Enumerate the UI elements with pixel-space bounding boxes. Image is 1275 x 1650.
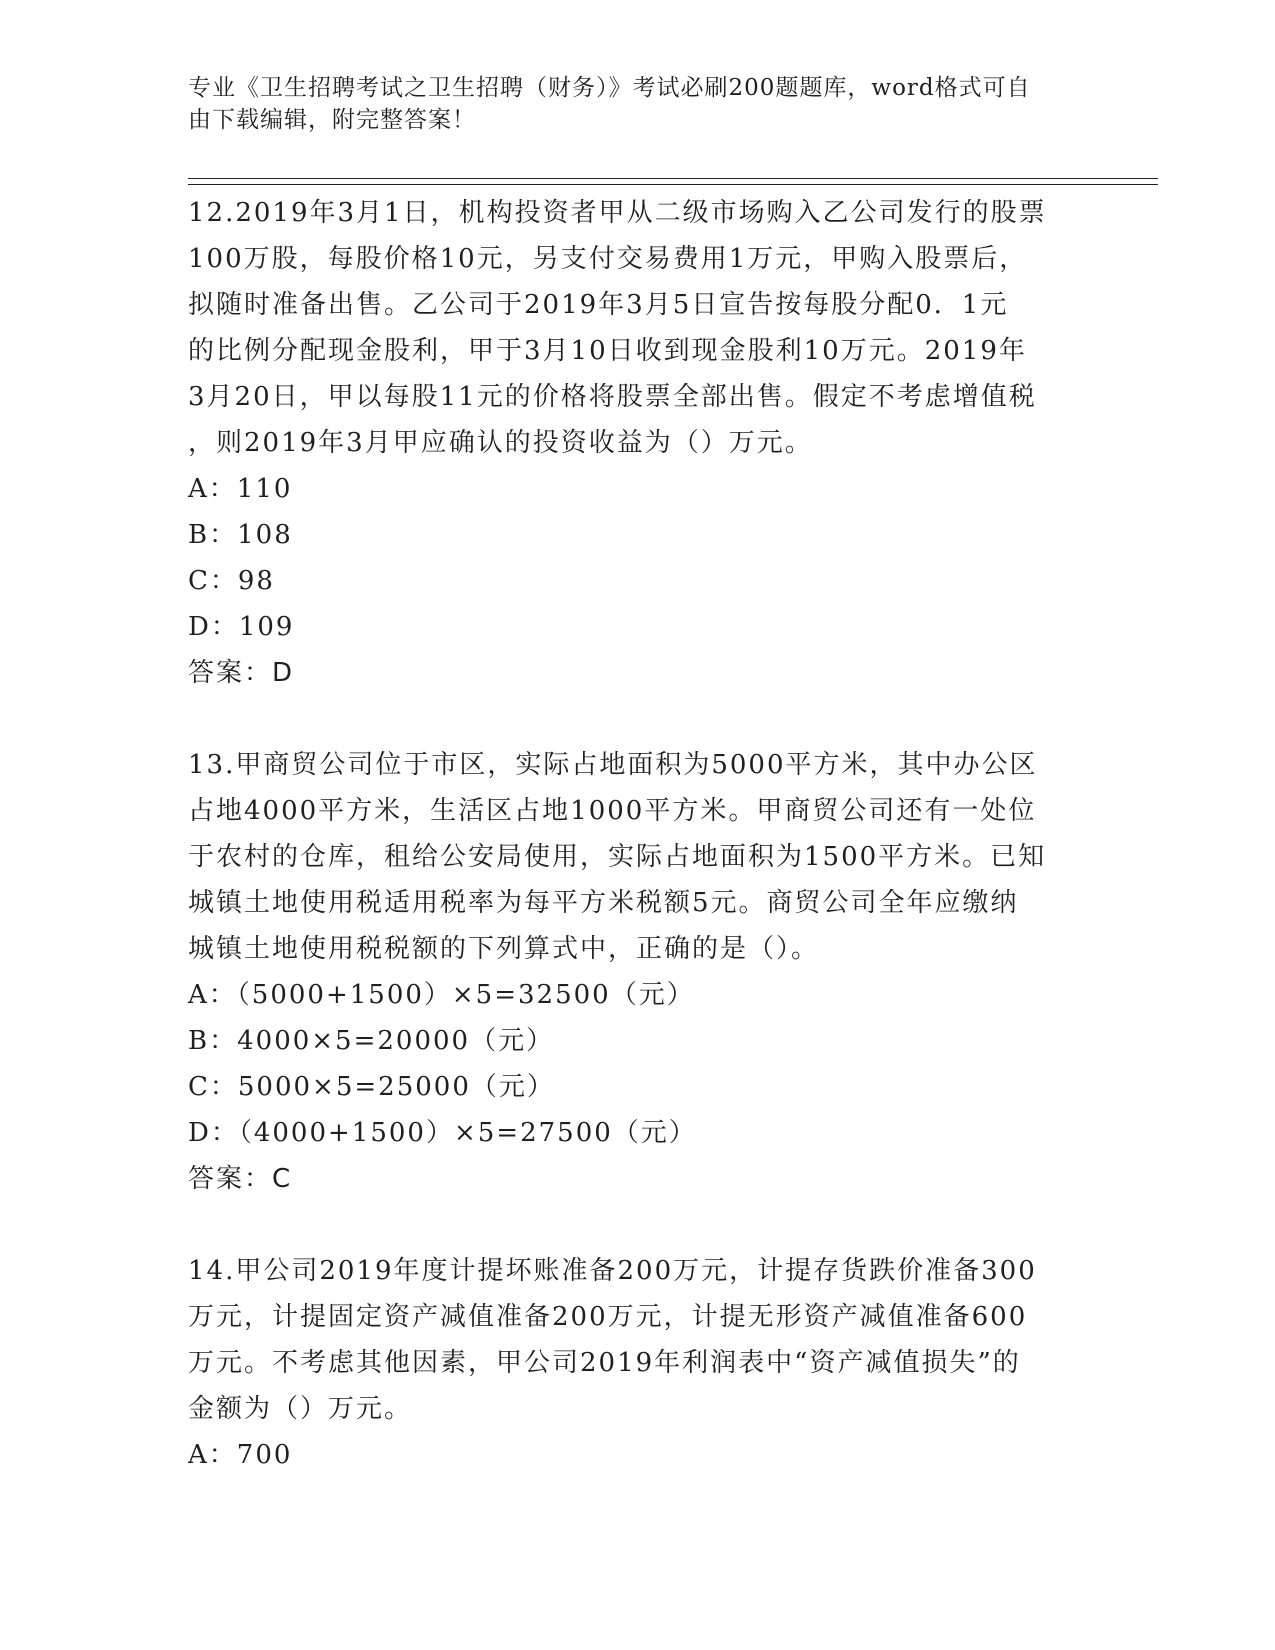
question-13 — [188, 742, 1088, 1202]
question-text-line: 占地4000平方米，生活区占地1000平方米。甲商贸公司还有一处位 — [188, 796, 1037, 826]
answer-line: 答案：D — [188, 658, 295, 688]
question-text-line: 的比例分配现金股利，甲于3月10日收到现金股利10万元。2019年 — [188, 336, 1027, 366]
question-text-line: 城镇土地使用税适用税率为每平方米税额5元。商贸公司全年应缴纳 — [188, 888, 1019, 918]
question-text-line: 万元。不考虑其他因素，甲公司2019年利润表中“资产减值损失”的 — [188, 1348, 1021, 1378]
header-line-2: 由下载编辑，附完整答案！ — [188, 107, 476, 133]
question-text-line: 100万股，每股价格10元，另支付交易费用1万元，甲购入股票后， — [188, 244, 1028, 274]
question-text-line: 万元，计提固定资产减值准备200万元，计提无形资产减值准备600 — [188, 1302, 1028, 1332]
answer-line: 答案：C — [188, 1164, 293, 1194]
question-text-line: 拟随时准备出售。乙公司于2019年3月5日宣告按每股分配0．1元 — [188, 290, 1009, 320]
option-d: D：（4000+1500）×5=27500（元） — [188, 1118, 697, 1148]
option-a: A：（5000+1500）×5=32500（元） — [188, 980, 695, 1010]
question-list — [188, 190, 1088, 1478]
option-a: A：110 — [188, 474, 293, 504]
question-text-line: 金额为（）万元。 — [188, 1394, 413, 1424]
header-divider-top — [188, 178, 1158, 179]
header-divider-bottom — [188, 184, 1158, 185]
question-text-line: 13.甲商贸公司位于市区，实际占地面积为5000平方米，其中办公区 — [188, 750, 1038, 780]
spacer — [188, 1202, 1088, 1248]
question-text-line: 14.甲公司2019年度计提坏账准备200万元，计提存货跌价准备300 — [188, 1256, 1037, 1286]
option-c: C：98 — [188, 566, 275, 596]
header-line-1: 专业《卫生招聘考试之卫生招聘（财务）》考试必刷200题题库，word格式可自 — [188, 75, 1031, 101]
spacer — [188, 696, 1088, 742]
option-b: B：4000×5=20000（元） — [188, 1026, 555, 1056]
question-text-line: 城镇土地使用税税额的下列算式中，正确的是（）。 — [188, 934, 820, 964]
option-d: D：109 — [188, 612, 295, 642]
option-a: A：700 — [188, 1440, 293, 1470]
question-12 — [188, 190, 1088, 696]
question-text-line: 3月20日，甲以每股11元的价格将股票全部出售。假定不考虑增值税 — [188, 382, 1037, 412]
question-text-line: 于农村的仓库，租给公安局使用，实际占地面积为1500平方米。已知 — [188, 842, 1047, 872]
question-text-line: 12.2019年3月1日，机构投资者甲从二级市场购入乙公司发行的股票 — [188, 198, 1047, 228]
question-text-line: ，则2019年3月甲应确认的投资收益为（）万元。 — [188, 428, 813, 458]
option-c: C：5000×5=25000（元） — [188, 1072, 555, 1102]
document-header — [188, 72, 1088, 136]
question-14 — [188, 1248, 1088, 1478]
option-b: B：108 — [188, 520, 293, 550]
